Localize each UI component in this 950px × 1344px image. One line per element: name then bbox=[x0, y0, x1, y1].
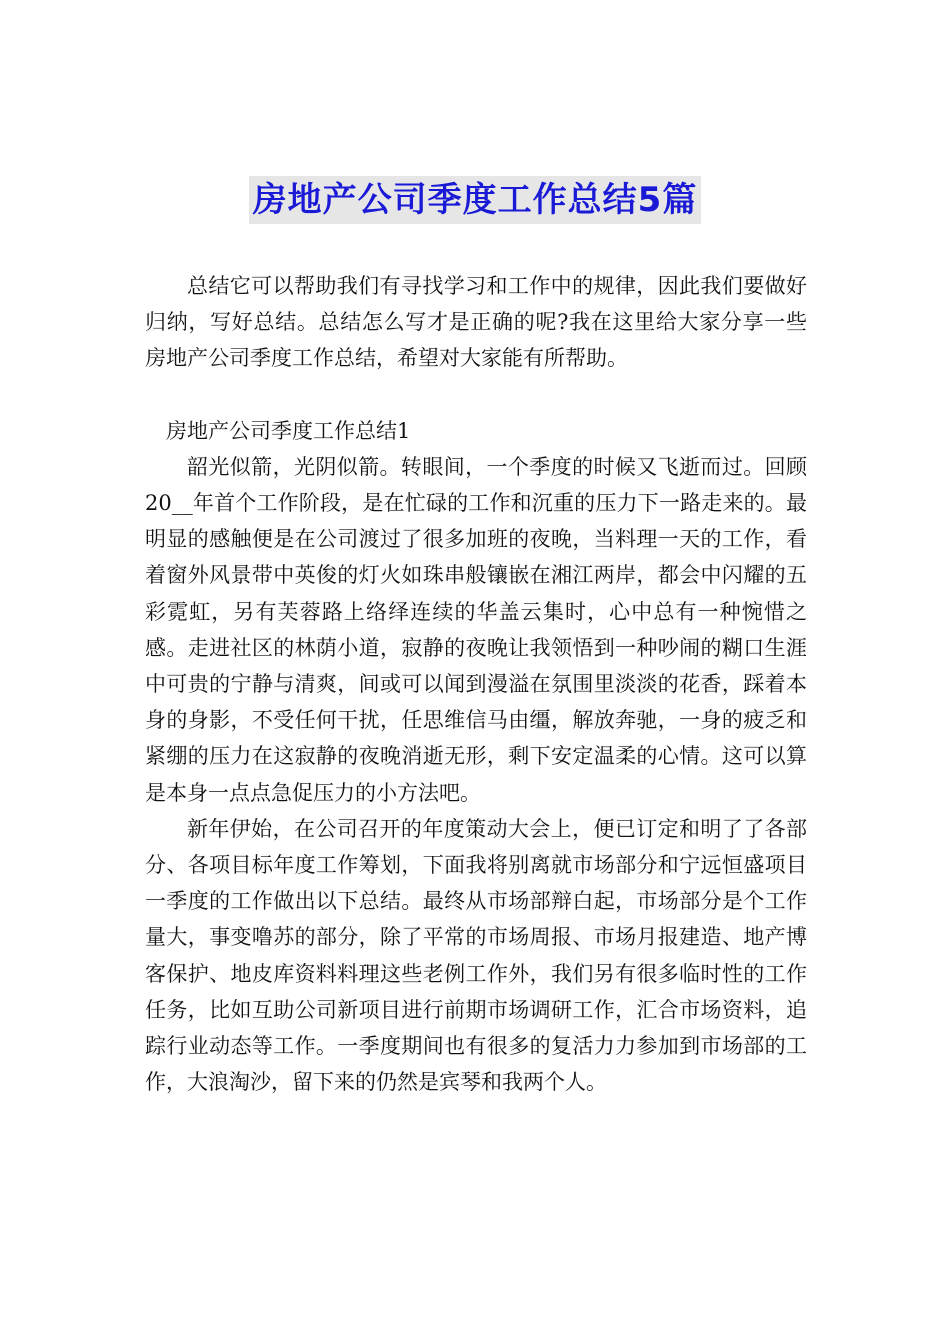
section-heading: 房地产公司季度工作总结1 bbox=[166, 418, 411, 443]
body-paragraph: 新年伊始，在公司召开的年度策动大会上，便已订定和明了了各部分、各项目标年度工作筹划，下面我将别离就市场部分和宁远恒盛项目一季度的工作做出以下总结。最终从市场部辩白起，市场部分是个工作量大，事变噜苏的部分，除了平常的市场周报、市场月报建造、地产博客保护、地皮库资料料理这些老例工作外，我们另有很多临时性的工作任务，比如互助公司新项目进行前期市场调研工作，汇合市场资料，追踪行业动态等工作。一季度期间也有很多的复活力力参加到市场部的工作，大浪淘沙，留下来的仍然是宾琴和我两个人。 bbox=[145, 816, 807, 1095]
body-paragraph: 韶光似箭，光阴似箭。转眼间，一个季度的时候又飞逝而过。回顾20__年首个工作阶段，是在忙碌的工作和沉重的压力下一路走来的。最明显的感触便是在公司渡过了很多加班的夜晚，当料理一天的工作，看着窗外风景带中英俊的灯火如珠串般镶嵌在湘江两岸，都会中闪耀的五彩霓虹，另有芙蓉路上络绎连续的华盖云集时，心中总有一种惋惜之感。走进社区的林荫小道，寂静的夜晚让我领悟到一种吵闹的糊口生涯中可贵的宁静与清爽，间或可以闻到漫溢在氛围里淡淡的花香，踩着本身的身影，不受任何干扰，任思维信马由缰，解放奔驰，一身的疲乏和紧绷的压力在这寂静的夜晚消逝无形，剩下安定温柔的心情。这可以算是本身一点点急促压力的小方法吧。 bbox=[145, 454, 807, 805]
document-title: 房地产公司季度工作总结5篇 bbox=[249, 176, 702, 224]
title-container bbox=[0, 176, 950, 224]
intro-paragraph: 总结它可以帮助我们有寻找学习和工作中的规律，因此我们要做好归纳，写好总结。总结怎么写才是正确的呢?我在这里给大家分享一些房地产公司季度工作总结，希望对大家能有所帮助。 bbox=[145, 274, 807, 371]
document-body bbox=[145, 268, 807, 1100]
